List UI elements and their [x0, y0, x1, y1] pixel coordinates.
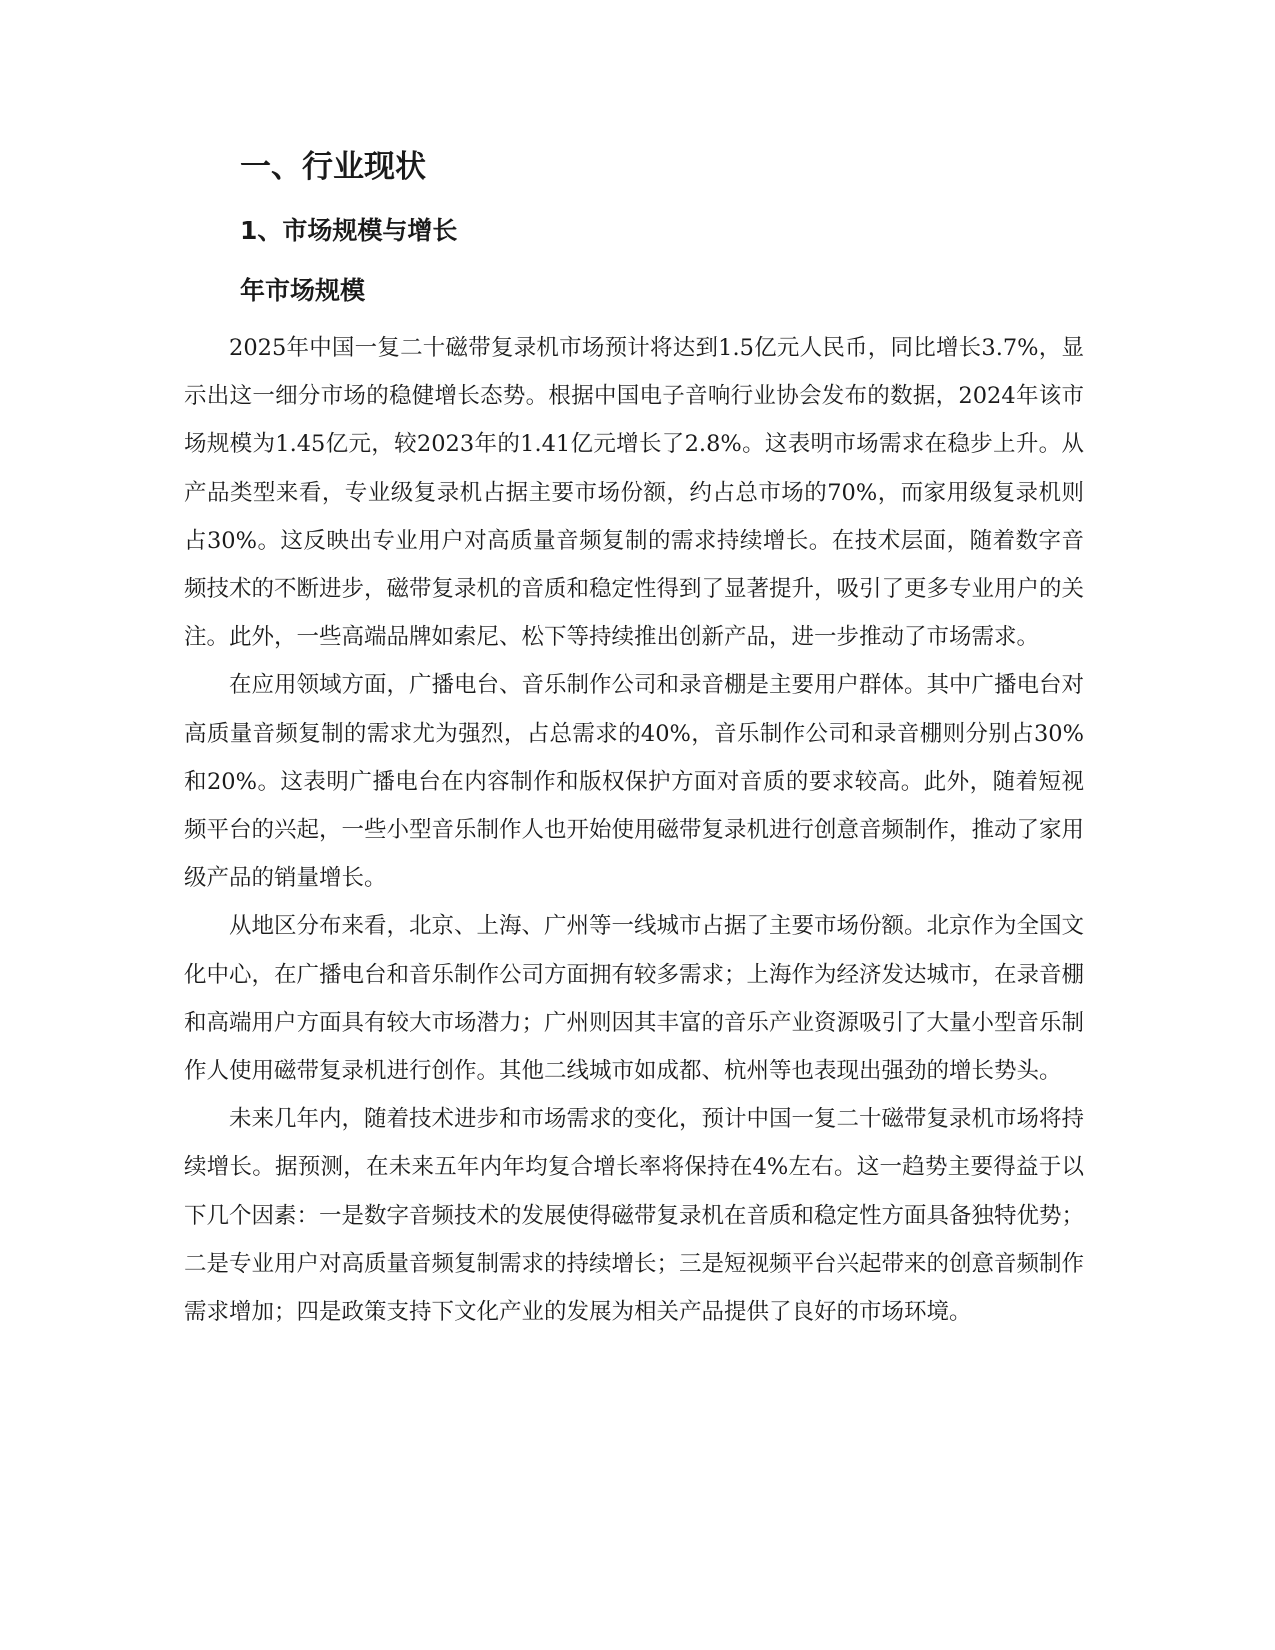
paragraph-future-outlook: 未来几年内，随着技术进步和市场需求的变化，预计中国一复二十磁带复录机市场将持续增长。据预测，在未来五年内年均复合增长率将保持在4%左右。这一趋势主要得益于以下几个因素：一是数字音频技术的发展使得磁带复录机在音质和稳定性方面具备独特优势；二是专业用户对高质量音频复制需求的持续增长；三是短视频平台兴起带来的创意音频制作需求增加；四是政策支持下文化产业的发展为相关产品提供了良好的市场环境。 — [184, 1106, 1085, 1326]
paragraph-regional-distribution: 从地区分布来看，北京、上海、广州等一线城市占据了主要市场份额。北京作为全国文化中心，在广播电台和音乐制作公司方面拥有较多需求；上海作为经济发达城市，在录音棚和高端用户方面具有较大市场潜力；广州则因其丰富的音乐产业资源吸引了大量小型音乐制作人使用磁带复录机进行创作。其他二线城市如成都、杭州等也表现出强劲的增长势头。 — [184, 913, 1085, 1085]
body-text — [184, 324, 1084, 1336]
paragraph-application-areas: 在应用领域方面，广播电台、音乐制作公司和录音棚是主要用户群体。其中广播电台对高质量音频复制的需求尤为强烈，占总需求的40%，音乐制作公司和录音棚则分别占30%和20%。这表明广播电台在内容制作和版权保护方面对音质的要求较高。此外，随着短视频平台的兴起，一些小型音乐制作人也开始使用磁带复录机进行创意音频制作，推动了家用级产品的销量增长。 — [184, 672, 1085, 892]
subsection-heading: 1、市场规模与增长 — [240, 216, 458, 245]
sub-subsection-heading: 年市场规模 — [240, 276, 366, 305]
paragraph-market-size: 2025年中国一复二十磁带复录机市场预计将达到1.5亿元人民币，同比增长3.7%，显示出这一细分市场的稳健增长态势。根据中国电子音响行业协会发布的数据，2024年该市场规模为1.45亿元，较2023年的1.41亿元增长了2.8%。这表明市场需求在稳步上升。从产品类型来看，专业级复录机占据主要市场份额，约占总市场的70%，而家用级复录机则占30%。这反映出专业用户对高质量音频复制的需求持续增长。在技术层面，随着数字音频技术的不断进步，磁带复录机的音质和稳定性得到了显著提升，吸引了更多专业用户的关注。此外，一些高端品牌如索尼、松下等持续推出创新产品，进一步推动了市场需求。 — [184, 335, 1085, 651]
section-heading: 一、行业现状 — [240, 149, 426, 185]
